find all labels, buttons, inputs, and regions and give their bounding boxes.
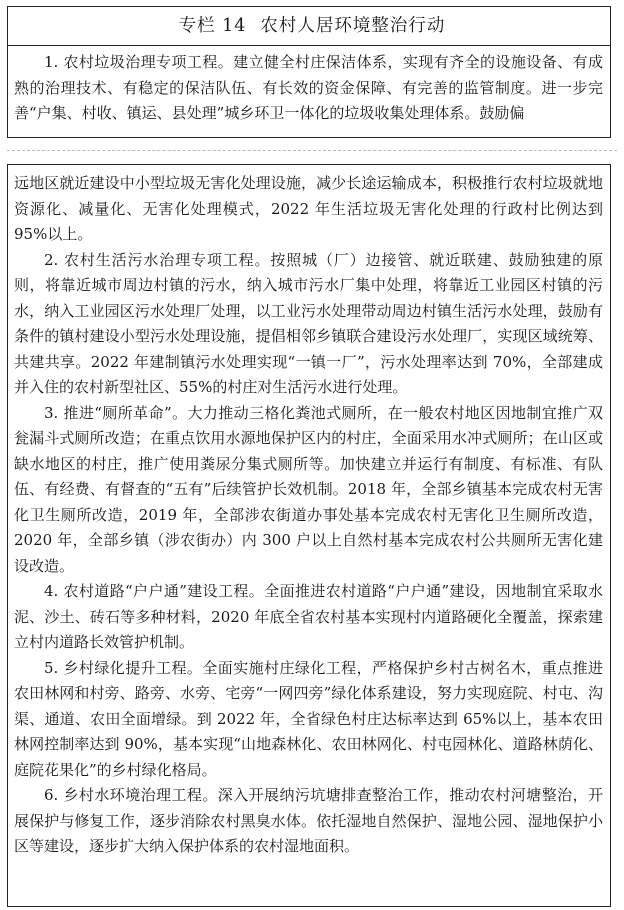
item-5: 5. 乡村绿化提升工程。全面实施村庄绿化工程，严格保护乡村古树名木，重点推进农田林网和村旁、路旁、水旁、宅旁“一网四旁”绿化体系建设，努力实现庭院、村屯、沟渠、通道、农田全面增绿。到 2022 年，全省绿色村庄达标率达到 65%以上，基本农田林网控制率达到 90%，基本实现“山地森林化、农田林网化、村屯园林化、道路林荫化、庭院花果化”的乡村绿化格局。 (14, 658, 603, 779)
column-box-bottom (7, 164, 611, 907)
item-3: 3. 推进“厕所革命”。大力推动三格化粪池式厕所，在一般农村地区因地制宜推广双瓮漏斗式厕所改造；在重点饮用水源地保护区内的村庄，全面采用水冲式厕所；在山区或缺水地区的村庄，推广使用粪尿分集式厕所等。加快建立并运行有制度、有标准、有队伍、有经费、有督查的“五有”后续管护长效机制。2018 年，全部乡镇基本完成农村无害化卫生厕所改造，2019 年，全部涉农街道办事处基本完成农村无害化卫生厕所改造，2020 年，全部乡镇（涉农街办）内 300 户以上自然村基本完成农村公共厕所无害化建设改造。 (14, 403, 603, 575)
column-title: 农村人居环境整治行动 (260, 16, 446, 36)
column-number: 专栏 14 (178, 16, 247, 36)
item-4: 4. 农村道路“户户通”建设工程。全面推进农村道路“户户通”建设，因地制宜采取水泥、沙土、砖石等多种材料，2020 年底全省农村基本实现村内道路硬化全覆盖，探索建立村内道路长效管护机制。 (14, 582, 603, 651)
item-2: 2. 农村生活污水治理专项工程。按照城（厂）边接管、就近联建、鼓励独建的原则，将靠近城市周边村镇的污水，纳入城市污水厂集中处理，将靠近工业园区村镇的污水，纳入工业园区污水处理厂处理，以工业污水处理带动周边村镇生活污水处理，鼓励有条件的镇村建设小型污水处理设施，提倡相邻乡镇联合建设污水处理厂，实现区域统筹、共建共享。2022 年建制镇污水处理实现“一镇一厂”，污水处理率达到 70%，全部建成并入住的农村新型社区、55%的村庄对生活污水进行处理。 (14, 250, 603, 396)
item-1-part-1: 1. 农村垃圾治理专项工程。建立健全村庄保洁体系，实现有齐全的设施设备、有成熟的治理技术、有稳定的保洁队伍、有长效的资金保障、有完善的监管制度。进一步完善“户集、村收、镇运、县处理”城乡环卫一体化的垃圾收集处理体系。鼓励偏 (14, 53, 603, 122)
page-break-line (7, 150, 617, 151)
page-break-separator (0, 142, 624, 160)
item-6: 6. 乡村水环境治理工程。深入开展纳污坑塘排查整治工作，推动农村河塘整治，开展保护与修复工作，逐步消除农村黑臭水体。依托湿地自然保护、湿地公园、湿地保护小区等建设，逐步扩大纳入保护体系的农村湿地面积。 (14, 786, 603, 855)
column-box-top (7, 6, 611, 138)
item-1-part-2: 远地区就近建设中小型垃圾无害化处理设施，减少长途运输成本，积极推行农村垃圾就地资源化、减量化、无害化处理模式，2022 年生活垃圾无害化处理的行政村比例达到 95%以上。 (14, 174, 603, 243)
column-title-bar (8, 7, 610, 46)
